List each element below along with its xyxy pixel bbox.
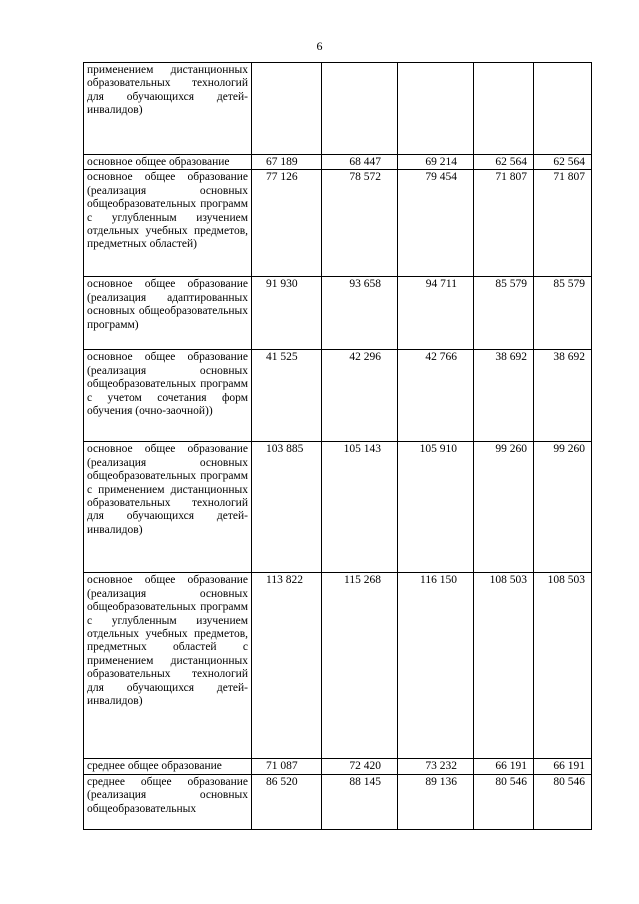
value-cell: 71 087	[252, 759, 322, 774]
value-cell: 79 454	[398, 170, 474, 277]
value-cell: 85 579	[474, 277, 534, 350]
value-cell: 86 520	[252, 774, 322, 829]
row-label: основное общее образование (реализация основных общеобразовательных программ с углубленным изучением отдельных учебных предметов, предметных областей с применением дистанционных образовательных технологий для обучающихся детей-инвалидов)	[84, 573, 252, 759]
table-row	[84, 63, 592, 155]
value-cell: 42 766	[398, 350, 474, 442]
value-cell: 71 807	[474, 170, 534, 277]
table-row	[84, 759, 592, 774]
row-label: среднее общее образование (реализация основных общеобразовательных	[84, 774, 252, 829]
row-label: основное общее образование (реализация основных общеобразовательных программ с углубленным изучением отдельных учебных предметов, предметных областей)	[84, 170, 252, 277]
row-label: среднее общее образование	[84, 759, 252, 774]
table-row	[84, 350, 592, 442]
value-cell: 72 420	[322, 759, 398, 774]
value-cell: 99 260	[474, 442, 534, 573]
value-cell: 113 822	[252, 573, 322, 759]
value-cell: 38 692	[534, 350, 592, 442]
value-cell: 66 191	[534, 759, 592, 774]
value-cell: 69 214	[398, 155, 474, 170]
value-cell: 116 150	[398, 573, 474, 759]
table-row	[84, 277, 592, 350]
page-number: 6	[316, 39, 323, 53]
value-cell: 105 143	[322, 442, 398, 573]
value-cell: 80 546	[474, 774, 534, 829]
value-cell	[252, 63, 322, 155]
table-row	[84, 155, 592, 170]
table-row	[84, 573, 592, 759]
row-label: применением дистанционных образовательных технологий для обучающихся детей-инвалидов)	[84, 63, 252, 155]
value-cell: 80 546	[534, 774, 592, 829]
table-row	[84, 774, 592, 829]
value-cell	[322, 63, 398, 155]
table-row	[84, 442, 592, 573]
row-label: основное общее образование (реализация адаптированных основных общеобразовательных программ)	[84, 277, 252, 350]
row-label: основное общее образование (реализация основных общеобразовательных программ с применением дистанционных образовательных технологий для обучающихся детей-инвалидов)	[84, 442, 252, 573]
table-row	[84, 170, 592, 277]
data-table	[83, 62, 592, 830]
value-cell	[474, 63, 534, 155]
value-cell: 115 268	[322, 573, 398, 759]
value-cell: 91 930	[252, 277, 322, 350]
value-cell: 88 145	[322, 774, 398, 829]
value-cell: 62 564	[534, 155, 592, 170]
row-label: основное общее образование (реализация основных общеобразовательных программ с учетом сочетания форм обучения (очно-заочной))	[84, 350, 252, 442]
value-cell: 68 447	[322, 155, 398, 170]
value-cell: 85 579	[534, 277, 592, 350]
value-cell	[398, 63, 474, 155]
value-cell: 94 711	[398, 277, 474, 350]
value-cell: 108 503	[534, 573, 592, 759]
value-cell: 62 564	[474, 155, 534, 170]
value-cell: 66 191	[474, 759, 534, 774]
value-cell: 77 126	[252, 170, 322, 277]
value-cell: 93 658	[322, 277, 398, 350]
value-cell: 71 807	[534, 170, 592, 277]
value-cell: 78 572	[322, 170, 398, 277]
value-cell: 99 260	[534, 442, 592, 573]
value-cell: 41 525	[252, 350, 322, 442]
value-cell: 38 692	[474, 350, 534, 442]
value-cell: 73 232	[398, 759, 474, 774]
value-cell: 103 885	[252, 442, 322, 573]
value-cell	[534, 63, 592, 155]
value-cell: 67 189	[252, 155, 322, 170]
value-cell: 42 296	[322, 350, 398, 442]
value-cell: 105 910	[398, 442, 474, 573]
value-cell: 89 136	[398, 774, 474, 829]
value-cell: 108 503	[474, 573, 534, 759]
row-label: основное общее образование	[84, 155, 252, 170]
